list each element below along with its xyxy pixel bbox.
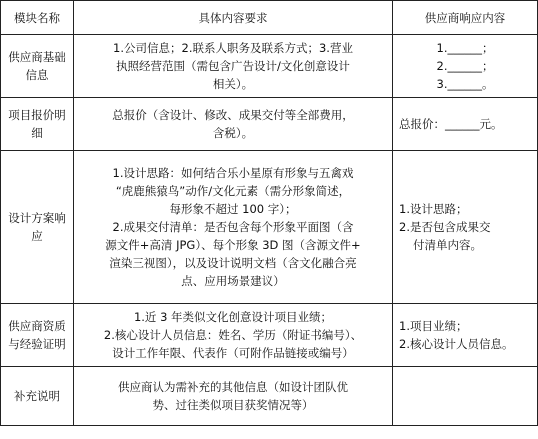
requirement-line: 2.核心设计人员信息：姓名、学历（附证书编号）、 — [103, 328, 363, 342]
requirement-line: 1.近 3 年类似文化创意设计项目业绩； — [133, 310, 333, 324]
table-row — [1, 35, 538, 98]
response-line: 3.______。 — [436, 77, 494, 91]
requirement-line: 1.公司信息；2.联系人职务及联系方式；3.营业 — [113, 41, 353, 55]
table-row — [1, 304, 538, 367]
response-line: 2.核心设计人员信息。 — [399, 337, 514, 351]
requirement-line: 相关）。 — [212, 77, 254, 91]
requirement-line: “虎鹿熊猿鸟”动作/文化元素（需分形象简述， — [115, 184, 351, 198]
requirement-line: 1.设计思路：如何结合乐小星原有形象与五禽戏 — [112, 166, 354, 180]
module-name: 供应商基础信息 — [1, 35, 74, 98]
response-line: 1.项目业绩； — [399, 319, 468, 333]
requirement-line: 含税）。 — [212, 126, 254, 140]
requirement-line: 势、过往类似项目获奖情况等） — [152, 398, 314, 412]
header-row — [1, 1, 538, 35]
requirement-text — [74, 367, 393, 426]
table-row — [1, 367, 538, 426]
requirement-text — [74, 98, 393, 151]
requirement-line: 设计工作年限、代表作（可附作品链接或编号） — [112, 346, 354, 360]
response-text — [393, 304, 538, 367]
response-line: 2.是否包含成果交 — [399, 220, 491, 234]
requirement-line: 渲染三视图），以及设计说明文档（含文化融合亮 — [109, 256, 357, 270]
response-text — [393, 35, 538, 98]
requirement-line: 供应商认为需补充的其他信息（如设计团队优 — [118, 380, 348, 394]
response-text — [393, 367, 538, 426]
module-name: 设计方案响应 — [1, 151, 74, 304]
header-requirement: 具体内容要求 — [74, 1, 393, 35]
requirement-line: 点、应用场景建议） — [181, 274, 285, 288]
response-line: 2.______； — [436, 59, 494, 73]
requirement-line: 总报价（含设计、修改、成果交付等全部费用， — [112, 108, 354, 122]
response-line: 1.______； — [436, 41, 494, 55]
response-line: 1.设计思路； — [399, 202, 468, 216]
response-line: 总报价：______元。 — [399, 117, 503, 131]
module-name: 项目报价明细 — [1, 98, 74, 151]
table-row — [1, 98, 538, 151]
header-module: 模块名称 — [1, 1, 74, 35]
requirement-text — [74, 35, 393, 98]
response-text — [393, 151, 538, 304]
requirement-text — [74, 151, 393, 304]
module-name: 补充说明 — [1, 367, 74, 426]
response-text — [393, 98, 538, 151]
requirement-line: 每形象不超过 100 字）； — [169, 202, 297, 216]
requirement-line: 源文件+高清 JPG）、每个形象 3D 图（含源文件+ — [105, 238, 361, 252]
requirement-line: 2.成果交付清单：是否包含每个形象平面图（含 — [112, 220, 354, 234]
module-name: 供应商资质与经验证明 — [1, 304, 74, 367]
response-line: 付清单内容。 — [413, 238, 482, 252]
requirement-line: 执照经营范围（需包含广告设计/文化创意设计 — [116, 59, 350, 73]
requirement-text — [74, 304, 393, 367]
table-row — [1, 151, 538, 304]
header-response: 供应商响应内容 — [393, 1, 538, 35]
